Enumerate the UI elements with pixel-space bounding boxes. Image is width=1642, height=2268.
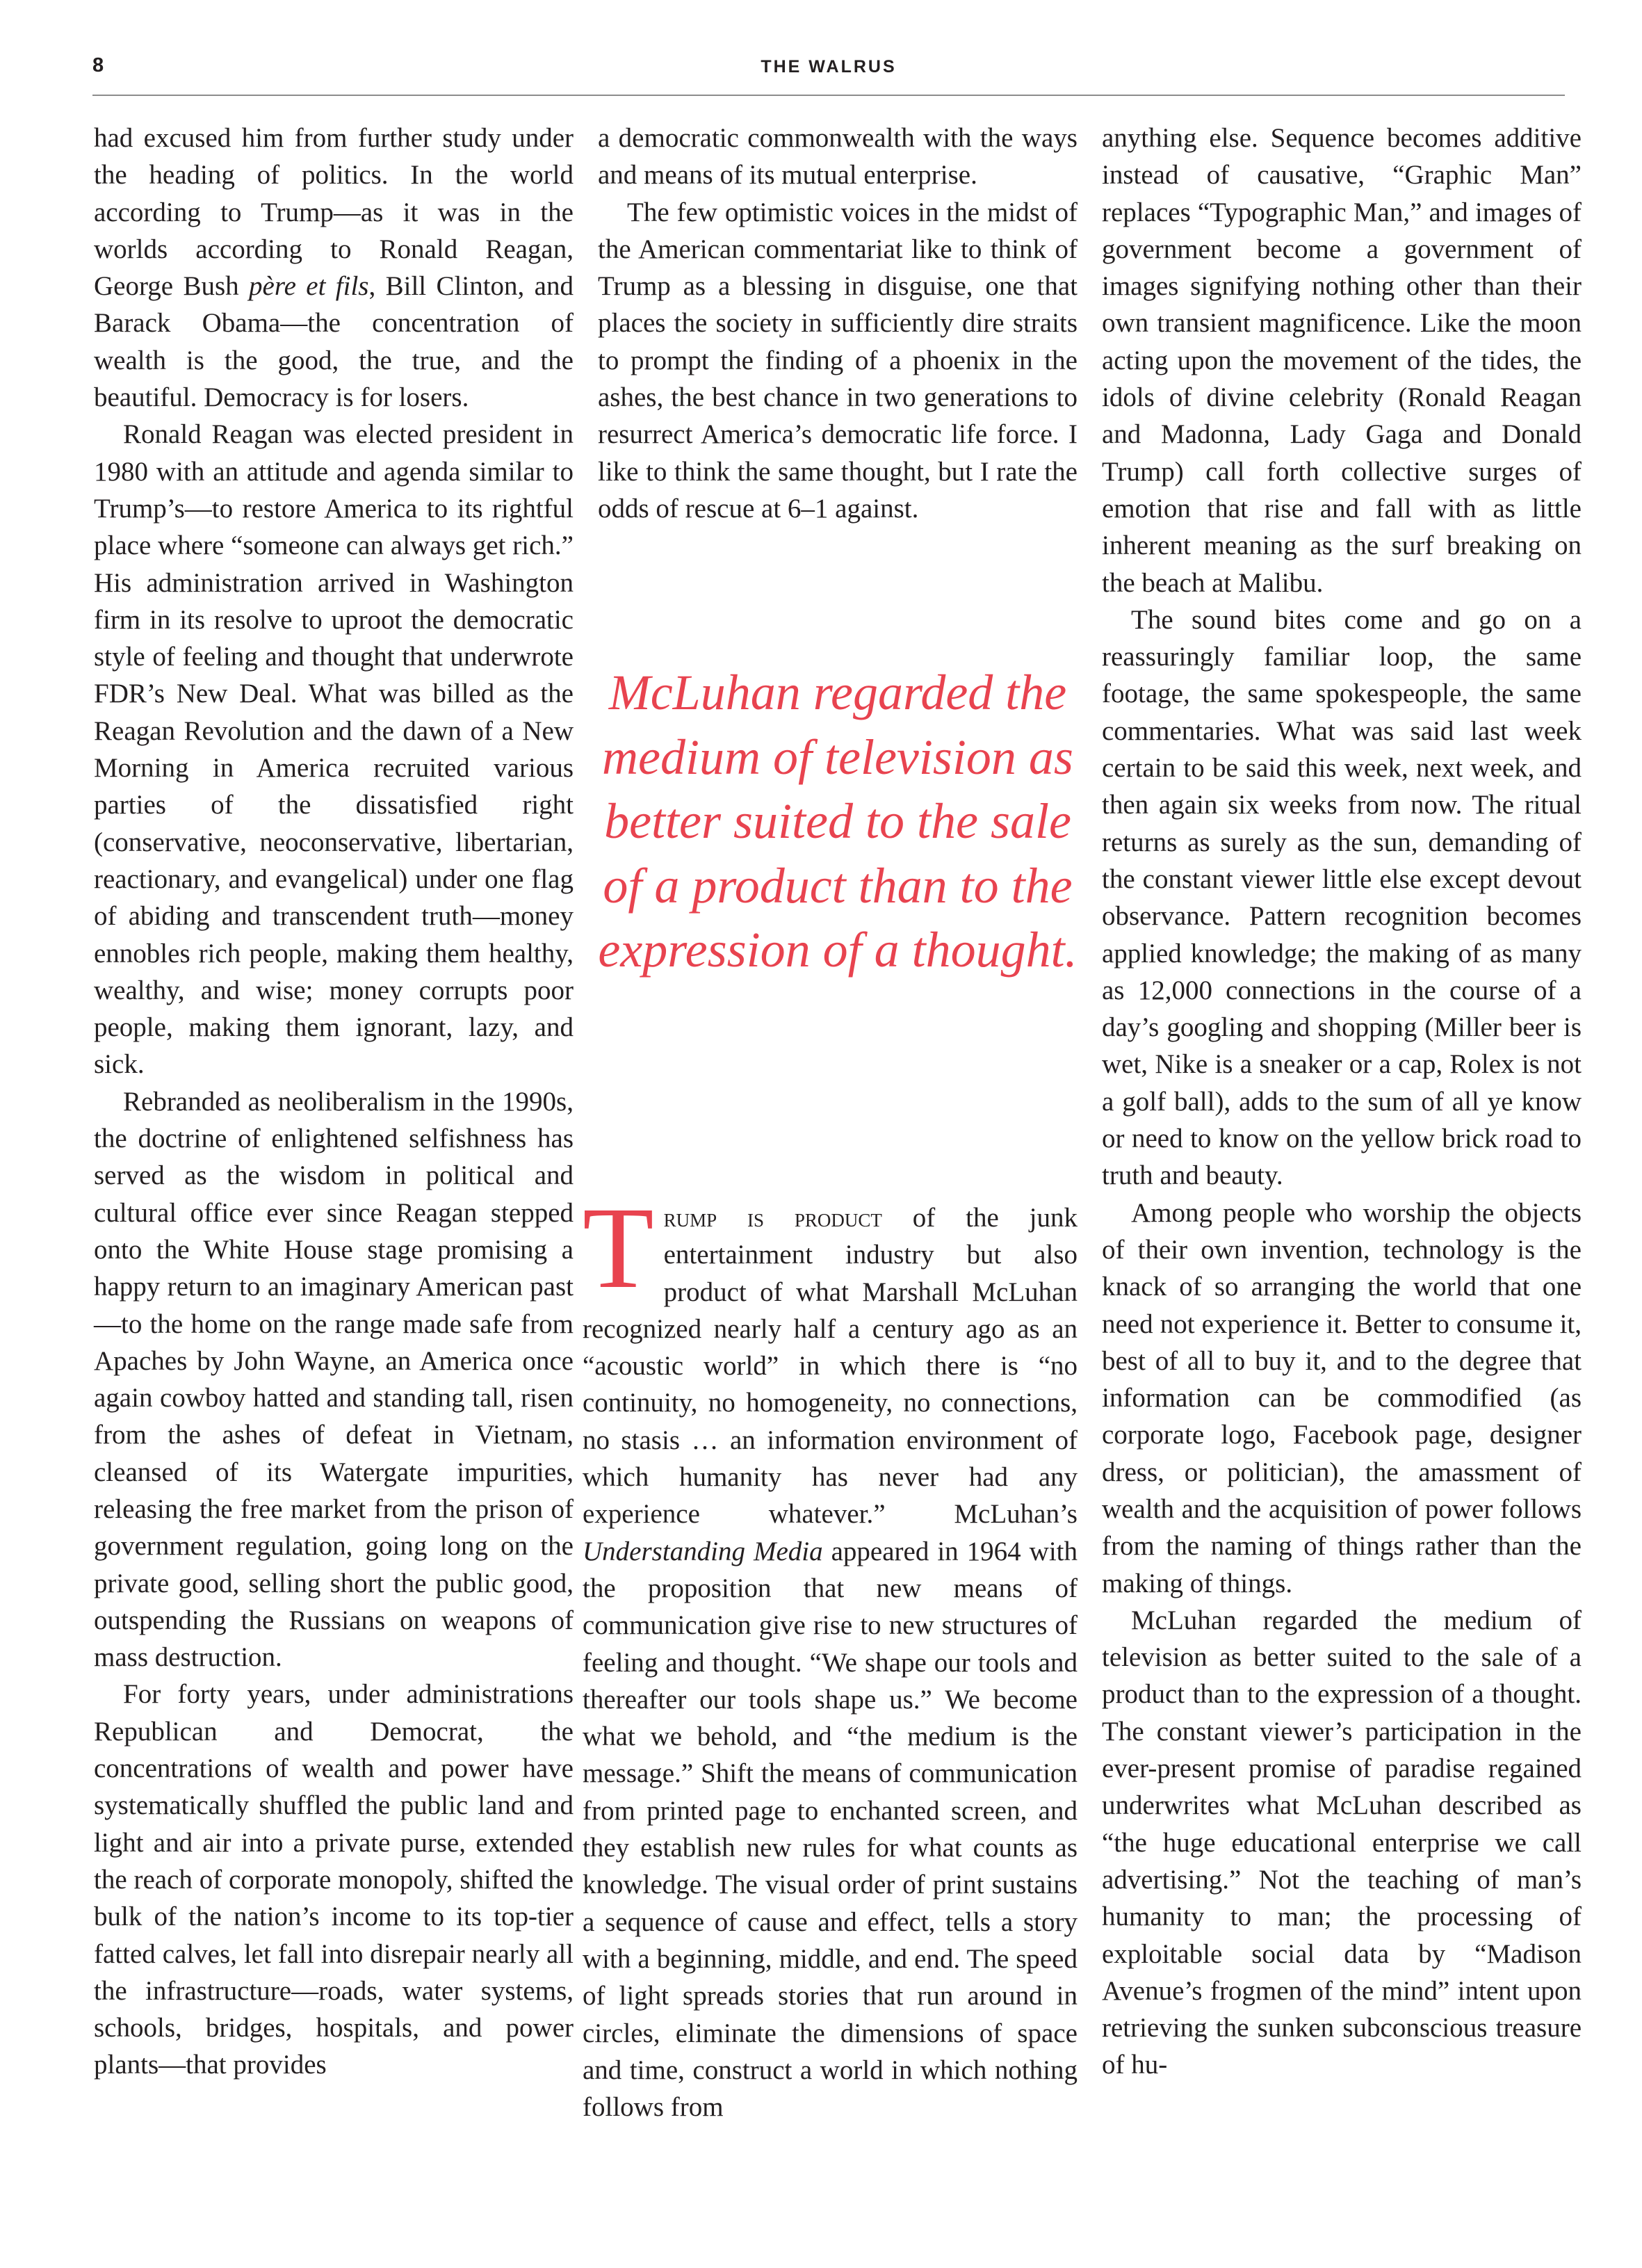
paragraph: Rebranded as neoliberalism in the 1990s, the doctrine of enlightened selfishness has served as the wisdom in political and cultural office ever since Reagan stepped onto the White House stage promising a happy return to an imaginary American past—to the home on the range made safe from Apaches by John Wayne, an America once again cowboy hatted and standing tall, risen from the ashes of defeat in Vietnam, cleansed of its Watergate impurities, releasing the free market from the prison of government regulation, going long on the private good, selling short the public good, outspending the Russians on weapons of mass destruction. xyxy=(94,1086,574,1673)
text-column-3 xyxy=(1102,120,1582,2084)
paragraph: For forty years, under administrations Republican and Democrat, the concentrations of wealth and power have systematically shuffled the public land and light and air into a private purse, extended the reach of corporate monopoly, shifted the bulk of the nation’s income to its top-tier fatted calves, let fall into disrepair nearly all the infrastructure—roads, water systems, schools, bridges, hospitals, and power plants—that provides xyxy=(94,1679,574,2080)
drop-cap: T xyxy=(583,1183,654,1313)
small-caps-lead: rump is product xyxy=(663,1203,882,1233)
paragraph: The few optimistic voices in the midst of the American commentariat like to think of Trump as a blessing in disguise, one that places the society in sufficiently dire straits to prompt the finding of a phoenix in the ashes, the best chance in two generations to resurrect America’s democratic life force. I like to think the same thought, but I rate the odds of rescue at 6–1 against. xyxy=(598,197,1078,524)
text-column-1 xyxy=(94,120,574,2084)
paragraph: Among people who worship the objects of their own invention, technology is the knack of so arranging the world that one need not experience it. Better to consume it, best of all to buy it, and to the degree that information can be commodified (as corporate logo, Facebook page, designer dress, or politician), the amassment of wealth and the acquisition of power follows from the naming of things rather than the making of things. xyxy=(1102,1197,1582,1598)
page-number: 8 xyxy=(92,54,105,76)
page-header xyxy=(92,51,1565,96)
paragraph: Trump is product of the junk entertainment industry but also product of what Marshall McLuhan recognized nearly half a century ago as an “acoustic world” in which there is “no continuity, no homogeneity, no connections, no stasis … an information environment of which humanity has never had any experience whatever.” McLuhan’s Understanding Media appeared in 1964 with the proposition that new means of communication give rise to new structures of feeling and thought. “We shape our tools and thereafter our tools shape us.” We become what we behold, and “the medium is the message.” Shift the means of communication from printed page to enchanted screen, and they establish new rules for what counts as knowledge. The visual order of print sustains a sequence of cause and effect, tells a story with a beginning, middle, and end. The speed of light spreads stories that run around in circles, eliminate the dimensions of space and time, construct a world in which nothing follows from xyxy=(583,1183,1078,2123)
paragraph: Ronald Reagan was elected president in 1980 with an attitude and agenda similar to Trump’s—to restore America to its rightful place where “someone can always get rich.” His administration arrived in Washington firm in its resolve to uproot the democratic style of feeling and thought that underwrote FDR’s New Deal. What was billed as the Reagan Revolution and the dawn of a New Morning in America recruited various parties of the dissatisfied right (conservative, neoconservative, libertarian, reactionary, and evangelical) under one flag of abiding and transcendent truth—money ennobles rich people, making them healthy, wealthy, and wise; money corrupts poor people, making them ignorant, lazy, and sick. xyxy=(94,419,574,1080)
magazine-title: THE WALRUS xyxy=(761,57,897,76)
italic-text: père et fils xyxy=(249,271,369,302)
text-column-2 xyxy=(598,120,1078,527)
paragraph: The sound bites come and go on a reassuringly familiar loop, the same footage, the same spokespeople, the same commentaries. What was said last week certain to be said this week, next week, and then again six weeks from now. The ritual returns as surely as the sun, demanding of the constant viewer little else except devout observance. Pattern recognition becomes applied knowledge; the making of as many as 12,000 connections in the course of a day’s googling and shopping (Miller beer is wet, Nike is a sneaker or a cap, Rolex is not a golf ball), adds to the sum of all ye know or need to know on the yellow brick road to truth and beauty. xyxy=(1102,604,1582,1191)
italic-text: Understanding Media xyxy=(583,1536,823,1566)
paragraph: anything else. Sequence becomes additive instead of causative, “Graphic Man” replaces “Typographic Man,” and images of government become a government of images signifying nothing other than their own transient magnificence. Like the moon acting upon the movement of the tides, the idols of divine celebrity (Ronald Reagan and Madonna, Lady Gaga and Donald Trump) call forth collective surges of emotion that rise and fall with as little inherent meaning as the surf breaking on the beach at Malibu. xyxy=(1102,123,1582,598)
paragraph: a democratic commonwealth with the ways and means of its mutual enterprise. xyxy=(598,123,1078,191)
paragraph: had excused him from further study under the heading of politics. In the world according to Trump—as it was in the worlds according to Ronald Reagan, George Bush père et fils, Bill Clinton, and Barack Obama—the concentration of wealth is the good, the true, and the beautiful. Democracy is for losers. xyxy=(94,123,574,413)
paragraph: McLuhan regarded the medium of television as better suited to the sale of a product than to the expression of a thought. The constant viewer’s participation in the ever-present promise of paradise regained underwrites what McLuhan described as “the huge educational enterprise we call advertising.” Not the teaching of man’s humanity to man; the processing of exploitable social data by “Madison Avenue’s frogmen of the mind” intent upon retrieving the sunken subconscious treasure of hu- xyxy=(1102,1605,1582,2080)
pull-quote: McLuhan regarded the medium of television as better suited to the sale of a product than to the expression of a thought. xyxy=(598,665,1078,978)
section-opening xyxy=(583,1183,1078,2125)
